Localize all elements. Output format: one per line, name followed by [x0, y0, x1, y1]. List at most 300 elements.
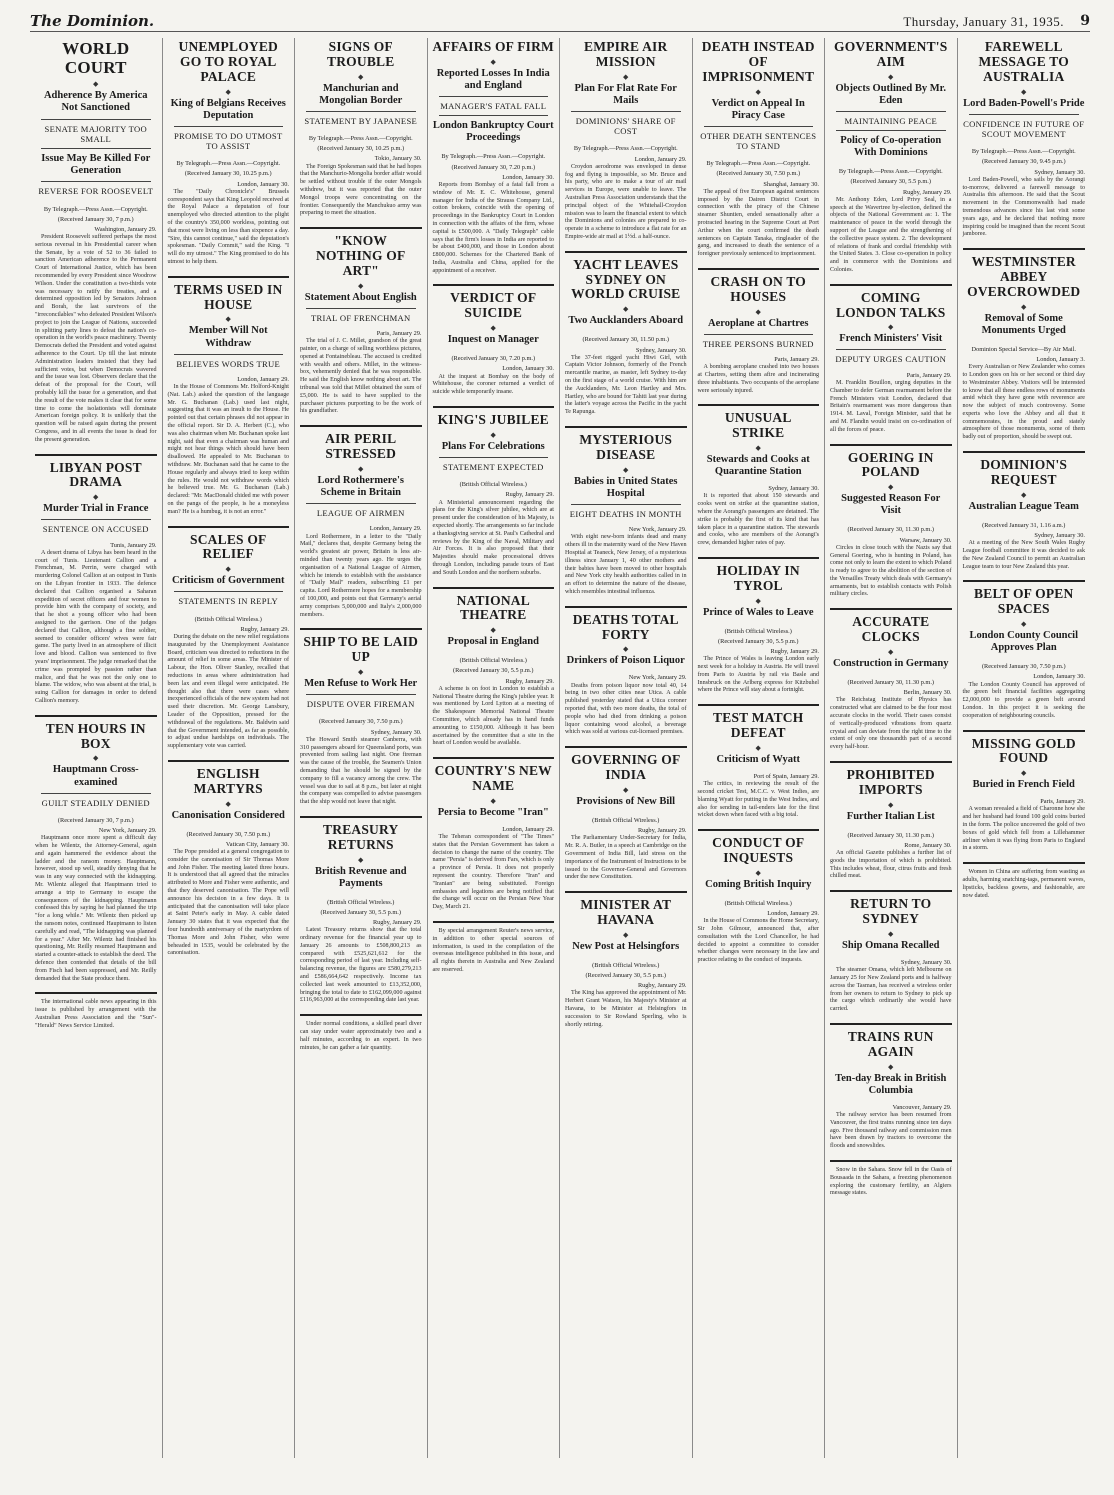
credit-line: By Telegraph.—Press Assn.—Copyright.: [308, 135, 413, 143]
received-line: (Received January 30, 5.5 p.m.): [453, 667, 534, 675]
spacer: [963, 571, 1086, 575]
dateline: Rugby, January 29.: [902, 188, 952, 196]
spacer: [963, 721, 1086, 725]
ornament-divider: ◆: [755, 743, 761, 752]
headline: TREASURY RETURNS: [323, 821, 399, 852]
article-body: The London County Council has approved of the green belt financial facilities aggregating £2,000,000 to provide a green belt around London. In this project it is seeking the cooperation of neighbouring councils.: [962, 681, 1085, 719]
spacer: [168, 154, 290, 158]
dateline: Shanghai, January 30.: [763, 180, 819, 188]
article-body: The Prince of Wales is leaving London early next week for a holiday in Austria. He will travel from Paris to Austria by rail via Basle and Innsbruck on the Arlberg express for Kitzbuhel where the Prince will stay about a fortnight.: [697, 656, 819, 694]
article-divider: [830, 444, 952, 446]
ornament-divider: ◆: [225, 315, 231, 324]
headline: BELT OF OPEN SPACES: [974, 586, 1074, 617]
article-body: In the House of Commons the Home Secretary, Sir John Gilmour, announced that, after consultation with the Lord Chancellor, he had decided to appoint a committee to consider whether changes were necessary in the law and practice relating to the conduct of inquests.: [697, 918, 819, 964]
article-divider: [565, 251, 687, 253]
subheadline: Removal of Some Monuments Urged: [981, 312, 1066, 336]
article-body: With eight new-born infants dead and many others ill in the maternity ward of the New Haven Hospital at Teaneck, New Jersey, of a mysterious illness since January 1, 40 other mothers and their babies have been moved to other hospitals and New York city health authorities called in in an effort to determine the nature of the disease, which resembles intestinal influenza.: [565, 534, 687, 595]
dateline: London, January 29.: [237, 375, 289, 383]
article: [830, 444, 952, 604]
column-3: [295, 38, 428, 1458]
spacer: [433, 349, 555, 353]
dateline: London, January 30.: [237, 180, 289, 188]
headline: MYSTERIOUS DISEASE: [579, 432, 673, 462]
article-body: A desert drama of Libya has been heard in the court of Tunis. Lieutenant Callion and a Frenchman, M. Perrin, were charged with murdering Colonel Callion at an outpost in Tunis on the Libyan frontier in 1933. The defence declared that Callion organised a Saharan expedition of secret officers and four women to provide him with the company of society, and that he shot a young officer who had been assigned to the garrison. One of the judges declared that Callion, although a fine soldier, seemed to consider officers' wives were fair game. The party lived in an atmosphere of illicit love and blood. Callion was sentenced to five years' imprisonment. The judge remarked that the crime was prompted by passion rather than malice, and that he was not the only one to blame. The widow, who was absent at the trial, is suing Callion for damages in order to defend Callion's memory.: [35, 549, 157, 704]
subhead-rule: [41, 119, 151, 120]
headline: CRASH ON TO HOUSES: [710, 273, 806, 304]
subhead-rule: [704, 334, 814, 335]
dateline: Warsaw, January 30.: [899, 536, 952, 544]
ornament-divider: ◆: [888, 323, 894, 332]
article: [565, 746, 687, 886]
article-body: During the debate on the new relief regulations inaugurated by the Unemployment Assistance Board, criticism was directed to reductions in the amount of relief in some areas. The Minister of Labour, the Hon. Oliver Stanley, recalled that reductions in areas where administration had been lax and even illegal were anticipated. He thought also that there were cases where inexperienced officials of the new system had not used their discretion. Mr. George Lansbury, Leader of the Opposition, pressed for the withdrawal of the regulations. Mr. Baldwin said that the Government intended, as far as possible, to adjust undue hardships on individuals. The supplementary vote was carried.: [167, 634, 289, 750]
headline: GOVERNING OF INDIA: [571, 752, 681, 783]
dateline: London, January 29.: [767, 910, 819, 918]
received-line: (Received January 31, 1.16 a.m.): [982, 521, 1066, 529]
spacer: [433, 475, 555, 479]
subheadline: Proposal in England: [447, 636, 539, 648]
column-6: [693, 38, 826, 1458]
subheadline: TRIAL OF FRENCHMAN: [310, 312, 411, 323]
spacer: [830, 826, 952, 830]
article-divider: [830, 761, 952, 763]
spacer: [830, 673, 952, 677]
article-divider: [830, 284, 952, 286]
headline: ACCURATE CLOCKS: [852, 614, 930, 645]
article: [565, 891, 687, 1033]
subhead-rule: [571, 504, 681, 505]
spacer: [168, 267, 290, 271]
article-divider: [433, 757, 555, 759]
page-date: Thursday, January 31, 1935.: [903, 14, 1064, 29]
dateline: Sydney, January 30.: [768, 485, 819, 493]
article-body: The steamer Omana, which left Melbourne on January 25 for New Zealand ports and is halfway across the Tasman, has received a wireless order from her owners to return to Sydney to pick up the cargo which ordinarily she would have carried.: [830, 967, 952, 1013]
subheadline: Policy of Co-operation With Dominions: [840, 135, 942, 159]
credit-line: (British Official Wireless.): [459, 657, 527, 665]
subhead-rule: [306, 694, 416, 695]
article: [168, 526, 290, 755]
article-divider: [698, 268, 820, 270]
subheadline: STATEMENT BY JAPANESE: [304, 115, 418, 126]
credit-line: By Telegraph.—Press Assn.—Copyright.: [176, 160, 281, 168]
credit-line: (British Official Wireless.): [194, 615, 262, 623]
dateline: Tokio, January 30.: [374, 155, 422, 163]
spacer: [963, 239, 1086, 243]
article-body: Lord Rothermere, in a letter to the "Daily Mail," declares that, despite Germany being the world's greatest air power, Britain is less air-minded than twenty years ago. He urges the organisation of a National League of Airmen, which he intends to establish with the assistance of "Daily Mail" readers, subscribing £1 per capita. Lord Rothermere hopes for a membership of 100,000, and points out that Germany's aerial army comprises 5,000,000 and Italy's 2,000,000 members.: [300, 533, 422, 618]
credit-line: By Telegraph.—Press Assn.—Copyright.: [441, 153, 546, 161]
spacer: [168, 751, 290, 755]
article-divider: [300, 425, 422, 427]
footnote-divider: [300, 1014, 422, 1016]
spacer: [698, 154, 820, 158]
subheadline: Criticism of Wyatt: [716, 753, 800, 765]
article-body: Croydon aerodrome was enveloped in dense fog and flying is impossible, so Mr. Bruce and his party, who are to make a tour of air mail services in Europe, were unable to leave. The Australian Press Association understands that the principal object of the Whitehall-Croydon mission was to learn the financial extent to which the Dominions and colonies are prepared to co-operate in a scheme to introduce a flat rate for an Empire-wide air mail at 1½d. a half-ounce.: [565, 163, 687, 240]
subheadline: Manchurian and Mongolian Border: [319, 82, 403, 106]
spacer: [963, 516, 1086, 520]
spacer: [830, 1014, 952, 1018]
article-body: Hauptmann once more spent a difficult day when he Wilentz, the Attorney-General, again and again hammered the evidence about the ladder and the ransom money. Hauptmann, however, stood up well, steadily denying that he was in any way connected with the kidnapping. Mr. Wilentz alleged that Hauptmann tried to arrange a trip to Germany to escape the consequences of the kidnapping. Hauptmann confessed this by saying he had planned the trip "for a long while." Mr. Wilentz then picked up the ransom notes, continued Hauptmann to listen carefully and read, "The kidnapping was planned for a year." After Mr. Wilentz had finished his questioning, Mr. Reilly resumed Hauptmann and started a counter-attack to establish the deed. The defence then contended that details of the bill from Fisch had been suppressed, and Mr. Reilly demanded that the State produce them.: [35, 835, 157, 982]
ornament-divider: ◆: [623, 930, 629, 939]
ornament-divider: ◆: [225, 87, 231, 96]
subhead-rule: [571, 111, 681, 112]
spacer: [963, 340, 1086, 344]
credit-line: (British Official Wireless.): [327, 898, 395, 906]
article: [963, 580, 1086, 724]
article: [565, 40, 687, 246]
subheadline: Reported Losses In India and England: [436, 67, 550, 91]
footnote-divider: [830, 1160, 952, 1162]
article-divider: [565, 891, 687, 893]
headline: GOVERNMENT'S AIM: [834, 39, 948, 69]
spacer: [830, 275, 952, 279]
article-divider: [698, 404, 820, 406]
article: [963, 248, 1086, 446]
subheadline: Buried in French Field: [972, 779, 1075, 791]
ornament-divider: ◆: [490, 324, 496, 333]
subhead-rule: [174, 126, 284, 127]
received-line: (Received January 30, 5.5 p.m.): [320, 908, 401, 916]
article: [433, 406, 555, 582]
column-7: [825, 38, 958, 1458]
spacer: [565, 139, 687, 143]
column-4: [428, 38, 561, 1458]
credit-line: (British Official Wireless.): [724, 627, 792, 635]
article: [698, 40, 820, 263]
ornament-divider: ◆: [755, 596, 761, 605]
subheadline: Coming British Inquiry: [705, 878, 812, 890]
subheadline: CONFIDENCE IN FUTURE OF SCOUT MOVEMENT: [963, 118, 1085, 139]
dateline: Sydney, January 30.: [635, 346, 687, 354]
article-body: Latest Treasury returns show that the total ordinary revenue for the financial year up to January 26 amounts to £508,800,213 as compared with £525,621,612 for the corresponding period of last year. Including self-balancing revenue, the figures are £580,279,213 and £586,664,642 respectively. Income tax collected last week amounted to £13,352,000, bringing the total to date to £162,099,000 against £116,963,000 at the corresponding date last year.: [300, 927, 422, 1004]
dateline: Rugby, January 29.: [637, 827, 687, 835]
article-body: Circles in close touch with the Nazis say that General Goering, who is hunting in Poland, has come not only to learn the extent to which Poland is ready to agree to the abolition of the section of the Versailles Treaty which deals with Germany's armaments, but to establish contacts with Polish military circles.: [830, 544, 952, 598]
subheadline: Australian League Team: [968, 500, 1079, 512]
spacer: [698, 259, 820, 263]
spacer: [433, 651, 555, 655]
ornament-divider: ◆: [888, 72, 894, 81]
dateline: London, January 29.: [634, 155, 687, 163]
article: [565, 606, 687, 742]
subheadline: Aeroplane at Chartres: [707, 317, 809, 329]
spacer: [565, 242, 687, 246]
headline: SCALES OF RELIEF: [190, 531, 267, 562]
subheadline: Ten-day Break in British Columbia: [835, 1072, 947, 1096]
dateline: London, January 30.: [1033, 673, 1085, 681]
article-divider: [963, 730, 1086, 732]
footnote: Women in China are suffering from wasting as adults, harming snatching-tags, permanent waves, lipsticks, backless gowns, and fashionable, are now dated.: [962, 869, 1085, 899]
footnote-divider: [35, 992, 157, 994]
subhead-rule: [174, 591, 284, 592]
ornament-divider: ◆: [1021, 769, 1027, 778]
article: [565, 251, 687, 421]
subhead-rule: [41, 519, 151, 520]
article-body: In the House of Commons Mr. Holford-Knight (Nat. Lab.) asked the question of the language Mr. G. Buchanan (Lab.) used last night, suggesting that it was an insult to the House. He pointed out that certain phrases did not appear in the official report. Sir D. A. Herbert (C.), who was also chairman when Mr. Buchanan spoke last night, said that even a chairman was human and might not hear things which should have been disallowed. He appealed to Mr. Buchanan to withdraw. Mr. Buchanan said that he came to the House regularly and always tried to keep within the rules. He would not withdraw words which he believed true. Mr. G. Buchanan (Lab.) declared: "Mr. MacDonald chided me with power on the pangs of the people, is he a moneyless man? He is a humbug, it is not an error.": [167, 384, 290, 515]
dateline: Vatican City, January 30.: [225, 840, 289, 848]
article-body: It is reported that about 150 stewards and cooks went on strike at the quarantine station, where the Aorangi's passengers are detained. The strike is probably the first of its kind that has taken place in a quarantine station. The stewards and cooks, who are members of the Aorangi's crew, demanded higher rates of pay.: [697, 493, 819, 547]
article-divider: [168, 276, 290, 278]
article-divider: [168, 760, 290, 762]
received-line: (Received January 30, 10.25 p.m.): [317, 145, 405, 153]
article: [433, 587, 555, 753]
headline: DOMINION'S REQUEST: [980, 457, 1068, 487]
ornament-divider: ◆: [1021, 490, 1027, 499]
spacer: [300, 218, 422, 222]
subhead-rule: [439, 115, 549, 116]
ornament-divider: ◆: [623, 465, 629, 474]
spacer: [565, 330, 687, 334]
dateline: Sydney, January 30.: [1034, 532, 1085, 539]
received-line: (Received January 30, 5.5 p.m.): [585, 972, 666, 980]
spacer: [830, 752, 952, 756]
subheadline: Stewards and Cooks at Quarantine Station: [706, 454, 810, 478]
spacer: [698, 894, 820, 898]
credit-line: By Telegraph.—Press Assn.—Copyright.: [573, 145, 678, 153]
dateline: Paris, January 29.: [906, 371, 952, 379]
subhead-rule: [704, 126, 814, 127]
article: [698, 557, 820, 699]
subheadline: Inquest on Manager: [447, 334, 539, 346]
paper-name: The Dominion.: [30, 12, 155, 30]
subheadline: Objects Outlined By Mr. Eden: [835, 82, 946, 106]
ornament-divider: ◆: [93, 754, 99, 763]
spacer: [698, 695, 820, 699]
ornament-divider: ◆: [888, 1062, 894, 1071]
footnote: Snow in the Sahara. Snow fell in the Oasis of Bousaada in the Sahara, a freezing phenomenon exploring the customary fertility, an Algiers message states.: [830, 1166, 952, 1197]
subheadline: Murder Trial in France: [43, 503, 149, 515]
newspaper-columns: [30, 38, 1090, 1458]
spacer: [300, 129, 422, 133]
subhead-rule: [836, 130, 946, 131]
masthead: [30, 12, 1090, 32]
ornament-divider: ◆: [1021, 87, 1027, 96]
article: [698, 704, 820, 824]
article: [698, 829, 820, 969]
ornament-divider: ◆: [225, 799, 231, 808]
article-body: President Roosevelt suffered perhaps the most serious reversal in his Presidential career when the Senate, by a vote of 52 to 36 failed to sanction American adherence to the Permanent Court of International Justice, which has been recommended by every President since Woodrow Wilson. Under the constitution a two-thirds vote was necessary to ratify the treaties, and a determined opposition led by Senators Johnson and Borah, the last survivors of the "irreconcilables" who defeated President Wilson's project to join the League of Nations, succeeded in splitting party lines to defeat the nation's co-operation in the world's peace machinery. Twenty Democrats defied the President and voted against adherence to the Court. Up till the last minute Administration leaders insisted that they had sufficient votes, but when Democrats wavered and the issue was lost. Observers declare that the defeat of the proposal for the Court, will probably kill the issue for a generation, and that the result of the vote makes it clear that for some time to come the isolationists will dominate American foreign policy. It is unlikely that the question will be raised again during the present Congress, and in all events the issue is dead for the present generation.: [35, 234, 157, 443]
article: [300, 425, 422, 623]
article-body: A bombing aeroplane crashed into two houses at Chartres, setting them afire and incinerating three inhabitants. Two occupants of the aeroplane were seriously injured.: [697, 364, 819, 394]
column-1: [30, 38, 163, 1458]
dateline: New York, January 29.: [98, 827, 157, 835]
spacer: [830, 1151, 952, 1155]
article-body: The railway service has been resumed from Vancouver, the first trains running since ten days ago. Five thousand railway and commission men have been drawn by tractors to overcome the floods and snowslides.: [830, 1111, 952, 1150]
article: [830, 890, 952, 1018]
ornament-divider: ◆: [623, 72, 629, 81]
article-body: The King has approved the appointment of Mr. Herbert Grant Watson, his Majesty's Minister at Havana, to be Minister at Helsingfors in succession to Sir Rowland Sperling, who is shortly retiring.: [565, 990, 687, 1028]
received-line: (Received January 30, 7.20 p.m.): [451, 163, 536, 171]
subheadline: New Post at Helsingfors: [572, 940, 680, 952]
spacer: [300, 1005, 422, 1009]
article: [300, 628, 422, 811]
credit-line: (British Official Wireless.): [592, 961, 660, 969]
subheadline: Member Will Not Withdraw: [188, 325, 268, 349]
dateline: Paris, January 29.: [376, 330, 422, 338]
headline: TERMS USED IN HOUSE: [174, 281, 283, 312]
dateline: Washington, January 29.: [94, 225, 157, 233]
article-divider: [963, 451, 1086, 453]
article-body: The Foreign Spokesman said that he had hopes that the Manchurio-Mongolia border affair would be settled without trouble if the outer Mongols withdrew, but it was reported that the outer Mongol troops were concentrating on the frontier. Consequently the Manchukuo army was preparing to meet the situation.: [300, 163, 422, 217]
article-body: The Howard Smith steamer Canberra, with 310 passengers aboard for Queensland ports, was prevented from sailing last night. One fireman was the cause of the trouble, the Seamen's Union demanding that he should be signed by the company to fill a vacancy among the crew. The vessel was due to sail at 8 p.m., but later at night the company was compelled to advise passengers that the ship would not leave that night.: [300, 736, 422, 806]
article-body: The "Daily Chronicle's" Brussels correspondent says that King Leopold received at the Royal Palace a deputation of four unemployed who directed attention to the plight of the country's 350,000 workless, pointing out that most were living on less than sixpence a day. "Sire, this cannot continue," said the deputation's spokesman. "Daily Commit," said the King. "I will do my utmost." The King promised to do his utmost to help them.: [167, 188, 289, 265]
article-divider: [168, 526, 290, 528]
ornament-divider: ◆: [755, 444, 761, 453]
subheadline: DOMINIONS' SHARE OF COST: [575, 115, 676, 137]
subheadline: Further Italian List: [846, 810, 935, 822]
dateline: New York, January 29.: [628, 526, 687, 534]
dateline: Sydney, January 30.: [1034, 168, 1085, 176]
ornament-divider: ◆: [358, 855, 364, 864]
article-divider: [433, 406, 555, 408]
dateline: London, January 30.: [502, 173, 554, 181]
dateline: Rugby, January 29.: [637, 982, 687, 990]
received-line: (Received January 30, 10.25 p.m.): [184, 170, 272, 178]
article-body: Deaths from poison liquor now total 40, 14 being in two other cities near Utica. A cable published yesterday stated that a Utica coroner reported that, with two more deaths, the total of people who had died from drinking a poison liquor containing wood alcohol, a beverage which was sold at various cut-licensed premises.: [565, 682, 687, 736]
headline: GOERING IN POLAND: [847, 449, 934, 480]
subheadline: London Bankruptcy Court Proceedings: [432, 120, 554, 144]
article-divider: [35, 715, 157, 717]
article-divider: [300, 628, 422, 630]
subheadline: REVERSE FOR ROOSEVELT: [38, 186, 154, 197]
subhead-rule: [174, 354, 284, 355]
article-divider: [300, 227, 422, 229]
headline: ENGLISH MARTYRS: [193, 765, 263, 796]
received-line: (Received January 30, 11.30 p.m.): [847, 831, 934, 839]
article-body: The Teheran correspondent of "The Times" states that the Persian Government has taken a decision to change the name of the country. The name "Persia" is derived from Fars, which is only a province of Persia. It does not properly represent the country. Therefore "Iran" and "Iranian" are being substituted. Foreign embassies and legations are being notified that the change will occur on the Persian New Year Day, March 21.: [432, 834, 554, 911]
subheadline: Drinkers of Poison Liquor: [566, 655, 685, 667]
headline: "KNOW NOTHING OF ART": [316, 233, 406, 278]
subheadline: French Ministers' Visit: [839, 333, 943, 345]
dateline: Paris, January 29.: [774, 356, 819, 364]
article: [433, 284, 555, 400]
article: [300, 227, 422, 420]
dateline: Port of Spain, January 29.: [753, 772, 819, 780]
dateline: Tunis, January 29.: [110, 541, 157, 549]
subheadline: MANAGER'S FATAL FALL: [440, 100, 547, 111]
subheadline: King of Belgians Receives Deputation: [170, 97, 286, 121]
dateline: London, January 30.: [502, 365, 554, 373]
subheadline: Suggested Reason For Visit: [841, 493, 941, 517]
article: [35, 454, 157, 710]
ornament-divider: ◆: [93, 80, 99, 89]
article-body: Reports from Bombay of a fatal fall from a window of Mr. E. C. Whitehouse, general manager for India of the Strauss Company Ltd., cotton brokers, coincide with the opening of proceedings in the Bankruptcy Court in London in connection with the affairs of the firm, whose capital is £500,000. A "Daily Telegraph" cable says that the firm's losses in India are reported to be about £400,000, and those in London about £800,000. Schemes for the Chartered Bank of India, Australia and China, applied for the appointment of a receiver.: [432, 181, 554, 274]
ornament-divider: ◆: [755, 307, 761, 316]
ornament-divider: ◆: [490, 796, 496, 805]
headline: DEATH INSTEAD OF IMPRISONMENT: [701, 39, 815, 84]
headline: KING'S JUBILEE: [437, 411, 549, 427]
footnote-divider: [963, 862, 1086, 864]
subheadline: Lord Rothermere's Scheme in Britain: [317, 474, 404, 499]
spacer: [565, 1029, 687, 1033]
headline: MISSING GOLD FOUND: [971, 735, 1076, 766]
spacer: [698, 622, 820, 626]
headline: TEST MATCH DEFEAT: [713, 710, 804, 741]
spacer: [300, 893, 422, 897]
received-line: (Received January 30, 7 p.m.): [57, 816, 134, 824]
article-body: Mr. Anthony Eden, Lord Privy Seal, in a speech at the Wavertree by-election, defined the objects of the National Government as: 1. The maintenance of peace in the world through the support of the League and the strengthening of the collective peace system. 2. The development of relations of frank and cordial friendship with the United States. 3. Close co-operation in policy and in commerce with the Dominions and Colonies.: [830, 196, 952, 273]
dateline: Sydney, January 30.: [370, 728, 422, 736]
spacer: [35, 706, 157, 710]
subheadline: STATEMENTS IN REPLY: [178, 596, 279, 607]
subheadline: THREE PERSONS BURNED: [702, 338, 814, 349]
received-line: (Received January 30, 5.5 p.m.): [850, 178, 931, 186]
article-body: The 37-feet rigged yacht Hiwi Girl, with Captain Victor Johnson, formerly of the French mercantile marine, as master, left Sydney to-day on the first stage of a world cruise. With him are the Aucklanders, Mr. Leon Hartley and Mrs. Hartley, who are bound for Tahiti last year during the latter's voyage across the Pacific in the yacht Te Rapunga.: [565, 354, 687, 416]
article-body: Every Australian or New Zealander who comes to London goes on his or her second or third day to Westminster Abbey. Visitors will be interested to know that all these endless rows of monuments amid which they have gone with reverence are now the subject of much controversy. Some experts who love the Abbey and all that it commemorates, in the proud and stately atmosphere of those monuments, some of them badly out of proportion, should be swept out.: [962, 364, 1085, 441]
credit-line: (British Official Wireless.): [459, 481, 527, 489]
ornament-divider: ◆: [623, 645, 629, 654]
article-divider: [433, 587, 555, 589]
article: [35, 40, 157, 449]
subhead-rule: [41, 793, 151, 794]
subheadline: Criticism of Government: [171, 575, 285, 587]
headline: TEN HOURS IN BOX: [45, 720, 146, 751]
ornament-divider: ◆: [225, 565, 231, 574]
spacer: [698, 395, 820, 399]
subhead-rule: [836, 349, 946, 350]
headline: CONDUCT OF INQUESTS: [712, 835, 805, 865]
subheadline: Construction in Germany: [833, 657, 949, 669]
article-divider: [565, 426, 687, 428]
received-line: (Received January 30, 7.20 p.m.): [451, 355, 536, 363]
headline: COUNTRY'S NEW NAME: [434, 763, 552, 793]
subheadline: Prince of Wales to Leave: [702, 606, 814, 618]
credit-line: (British Official Wireless.): [592, 816, 660, 824]
dateline: Sydney, January 30.: [900, 958, 952, 966]
subheadline: MAINTAINING PEACE: [844, 115, 937, 126]
subheadline: STATEMENT EXPECTED: [442, 461, 544, 472]
dateline: Berlin, January 30.: [903, 689, 952, 697]
subheadline: Men Refuse to Work Her: [304, 678, 418, 690]
article: [698, 404, 820, 552]
subheadline: Plan For Flat Rate For Mails: [574, 82, 677, 106]
spacer: [830, 599, 952, 603]
article-divider: [830, 1023, 952, 1025]
article: [35, 715, 157, 988]
received-line: (Received January 30, 11.50 p.m.): [582, 336, 669, 344]
ornament-divider: ◆: [358, 668, 364, 677]
column-5: [560, 38, 693, 1458]
dateline: Rugby, January 29.: [505, 677, 554, 685]
article-body: A Ministerial announcement regarding the plans for the King's silver jubilee, which are at present under the consideration of his Majesty, is expected shortly. The arrangements so far include a thanksgiving service at St. Paul's Cathedral and reviews by the King of the Naval, Military and Air Forces. It is also proposed that their Majesties should make processional drives through London, including parade tours of East and South London and the northern suburbs.: [432, 499, 554, 576]
article: [168, 40, 290, 271]
ornament-divider: ◆: [490, 57, 496, 66]
article-body: The trial of J. C. Millet, grandson of the great painter, on a charge of selling worthless pictures, opened at Fontainebleau. The accused is credited with wealth and others. Millet, in the witness-box, vehemently denied that he was responsible. He said the English know nothing about art. The tribunal was told that Millet obtained the sum of £5,000. He is said to have supplied to the purchaser pictures purporting to be the work of his grandfather.: [300, 338, 422, 415]
subhead-rule: [439, 457, 549, 458]
headline: RETURN TO SYDNEY: [850, 896, 932, 927]
article-divider: [698, 829, 820, 831]
received-line: (Received January 30, 9.45 p.m.): [981, 158, 1066, 166]
spacer: [35, 811, 157, 815]
spacer: [565, 597, 687, 601]
spacer: [565, 417, 687, 421]
headline: UNUSUAL STRIKE: [724, 410, 792, 441]
subhead-rule: [836, 111, 946, 112]
subheadline: Provisions of New Bill: [576, 795, 676, 807]
footnote: By special arrangement Reuter's news service, in addition to other special sources of information, is used in the compilation of the overseas intelligence published in this issue, and all rights therein in Australia and New Zealand are reserved.: [432, 928, 554, 974]
dateline: London, January 29.: [369, 525, 422, 533]
article-divider: [963, 580, 1086, 582]
ornament-divider: ◆: [888, 929, 894, 938]
credit-line: (British Official Wireless.): [724, 899, 792, 907]
dateline: New York, January 29.: [628, 674, 687, 682]
ornament-divider: ◆: [490, 626, 496, 635]
article-divider: [830, 890, 952, 892]
headline: COMING LONDON TALKS: [835, 289, 946, 320]
headline: SHIP TO BE LAID UP: [303, 634, 419, 665]
spacer: [565, 956, 687, 960]
subheadline: LEAGUE OF AIRMEN: [316, 508, 405, 519]
ornament-divider: ◆: [358, 281, 364, 290]
spacer: [300, 416, 422, 420]
article: [300, 40, 422, 222]
